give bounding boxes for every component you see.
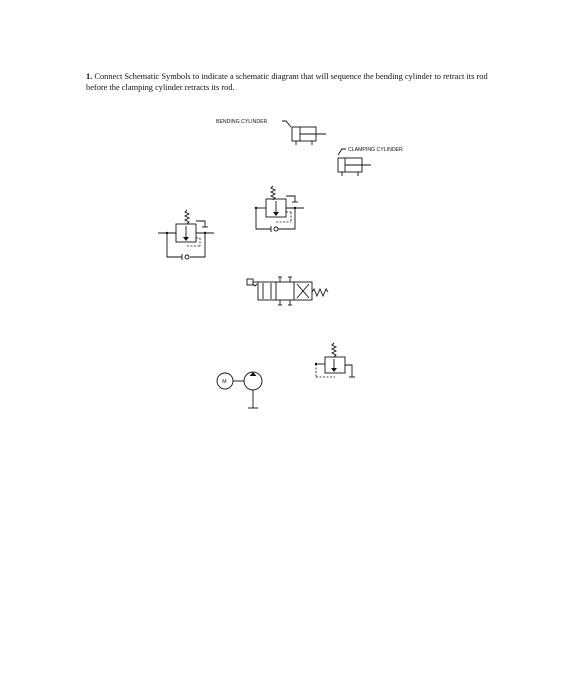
pressure-relief-valve bbox=[315, 343, 355, 377]
clamping-cylinder-label: CLAMPING CYLINDER bbox=[348, 147, 403, 153]
sequence-valve-with-check-right bbox=[255, 186, 304, 232]
bending-cylinder bbox=[216, 119, 326, 145]
bending-cylinder-label: BENDING CYLINDER bbox=[216, 119, 268, 125]
clamping-cylinder bbox=[338, 147, 403, 176]
directional-control-valve bbox=[247, 277, 328, 305]
sequence-valve-with-check-left bbox=[158, 210, 214, 260]
motor-pump-unit bbox=[217, 372, 262, 408]
question-number: 1. bbox=[86, 72, 93, 81]
motor-label: M bbox=[222, 379, 227, 386]
question-body: Connect Schematic Symbols to indicate a schematic diagram that will sequence the bending cylinder to retract its rod before the clamping cylinder retracts its rod. bbox=[86, 72, 488, 92]
